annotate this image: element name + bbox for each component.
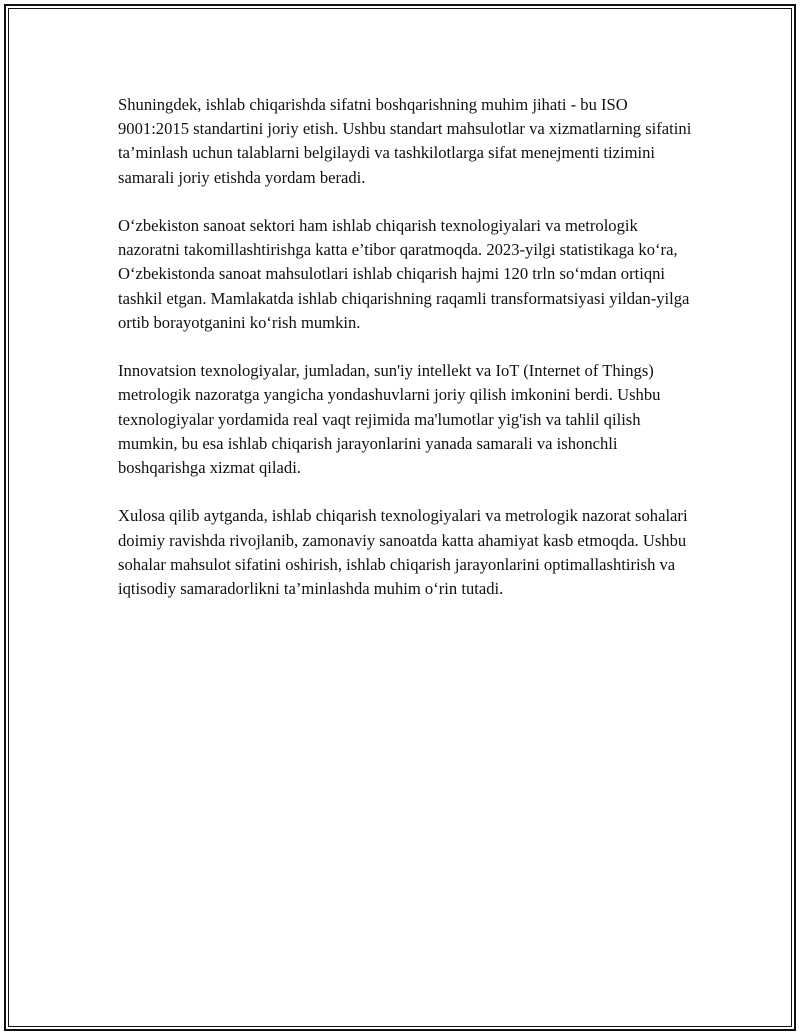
paragraph-iso-standard: Shuningdek, ishlab chiqarishda sifatni boshqarishning muhim jihati - bu ISO 9001:2015 standartini joriy etish. Ushbu standart mahsulotlar va xizmatlarning sifatini ta’minlash uchun talablarni belgilaydi va tashkilotlarga sifat menejmenti tizimini samarali joriy etishda yordam beradi. [118, 95, 692, 187]
document-body [118, 93, 698, 625]
paragraph-conclusion: Xulosa qilib aytganda, ishlab chiqarish texnologiyalari va metrologik nazorat sohalari doimiy ravishda rivojlanib, zamonaviy sanoatda katta ahamiyat kasb etmoqda. Ushbu sohalar mahsulot sifatini oshirish, ishlab chiqarish jarayonlarini optimallashtirish va iqtisodiy samaradorlikni ta’minlashda muhim o‘rin tutadi. [118, 506, 688, 599]
paragraph-innovative-technologies: Innovatsion texnologiyalar, jumladan, sun'iy intellekt va IoT (Internet of Things) metrologik nazoratga yangicha yondashuvlarni joriy qilish imkonini berdi. Ushbu texnologiyalar yordamida real vaqt rejimida ma'lumotlar yig'ish va tahlil qilish mumkin, bu esa ishlab chiqarish jarayonlarini yanada samarali va ishonchli boshqarishga xizmat qiladi. [118, 361, 661, 478]
paragraph-uzbekistan-industry: O‘zbekiston sanoat sektori ham ishlab chiqarish texnologiyalari va metrologik nazoratni takomillashtirishga katta e’tibor qaratmoqda. 2023-yilgi statistikaga ko‘ra, O‘zbekistonda sanoat mahsulotlari ishlab chiqarish hajmi 120 trln so‘mdan ortiqni tashkil etgan. Mamlakatda ishlab chiqarishning raqamli transformatsiyasi yildan-yilga ortib borayotganini ko‘rish mumkin. [118, 216, 690, 332]
